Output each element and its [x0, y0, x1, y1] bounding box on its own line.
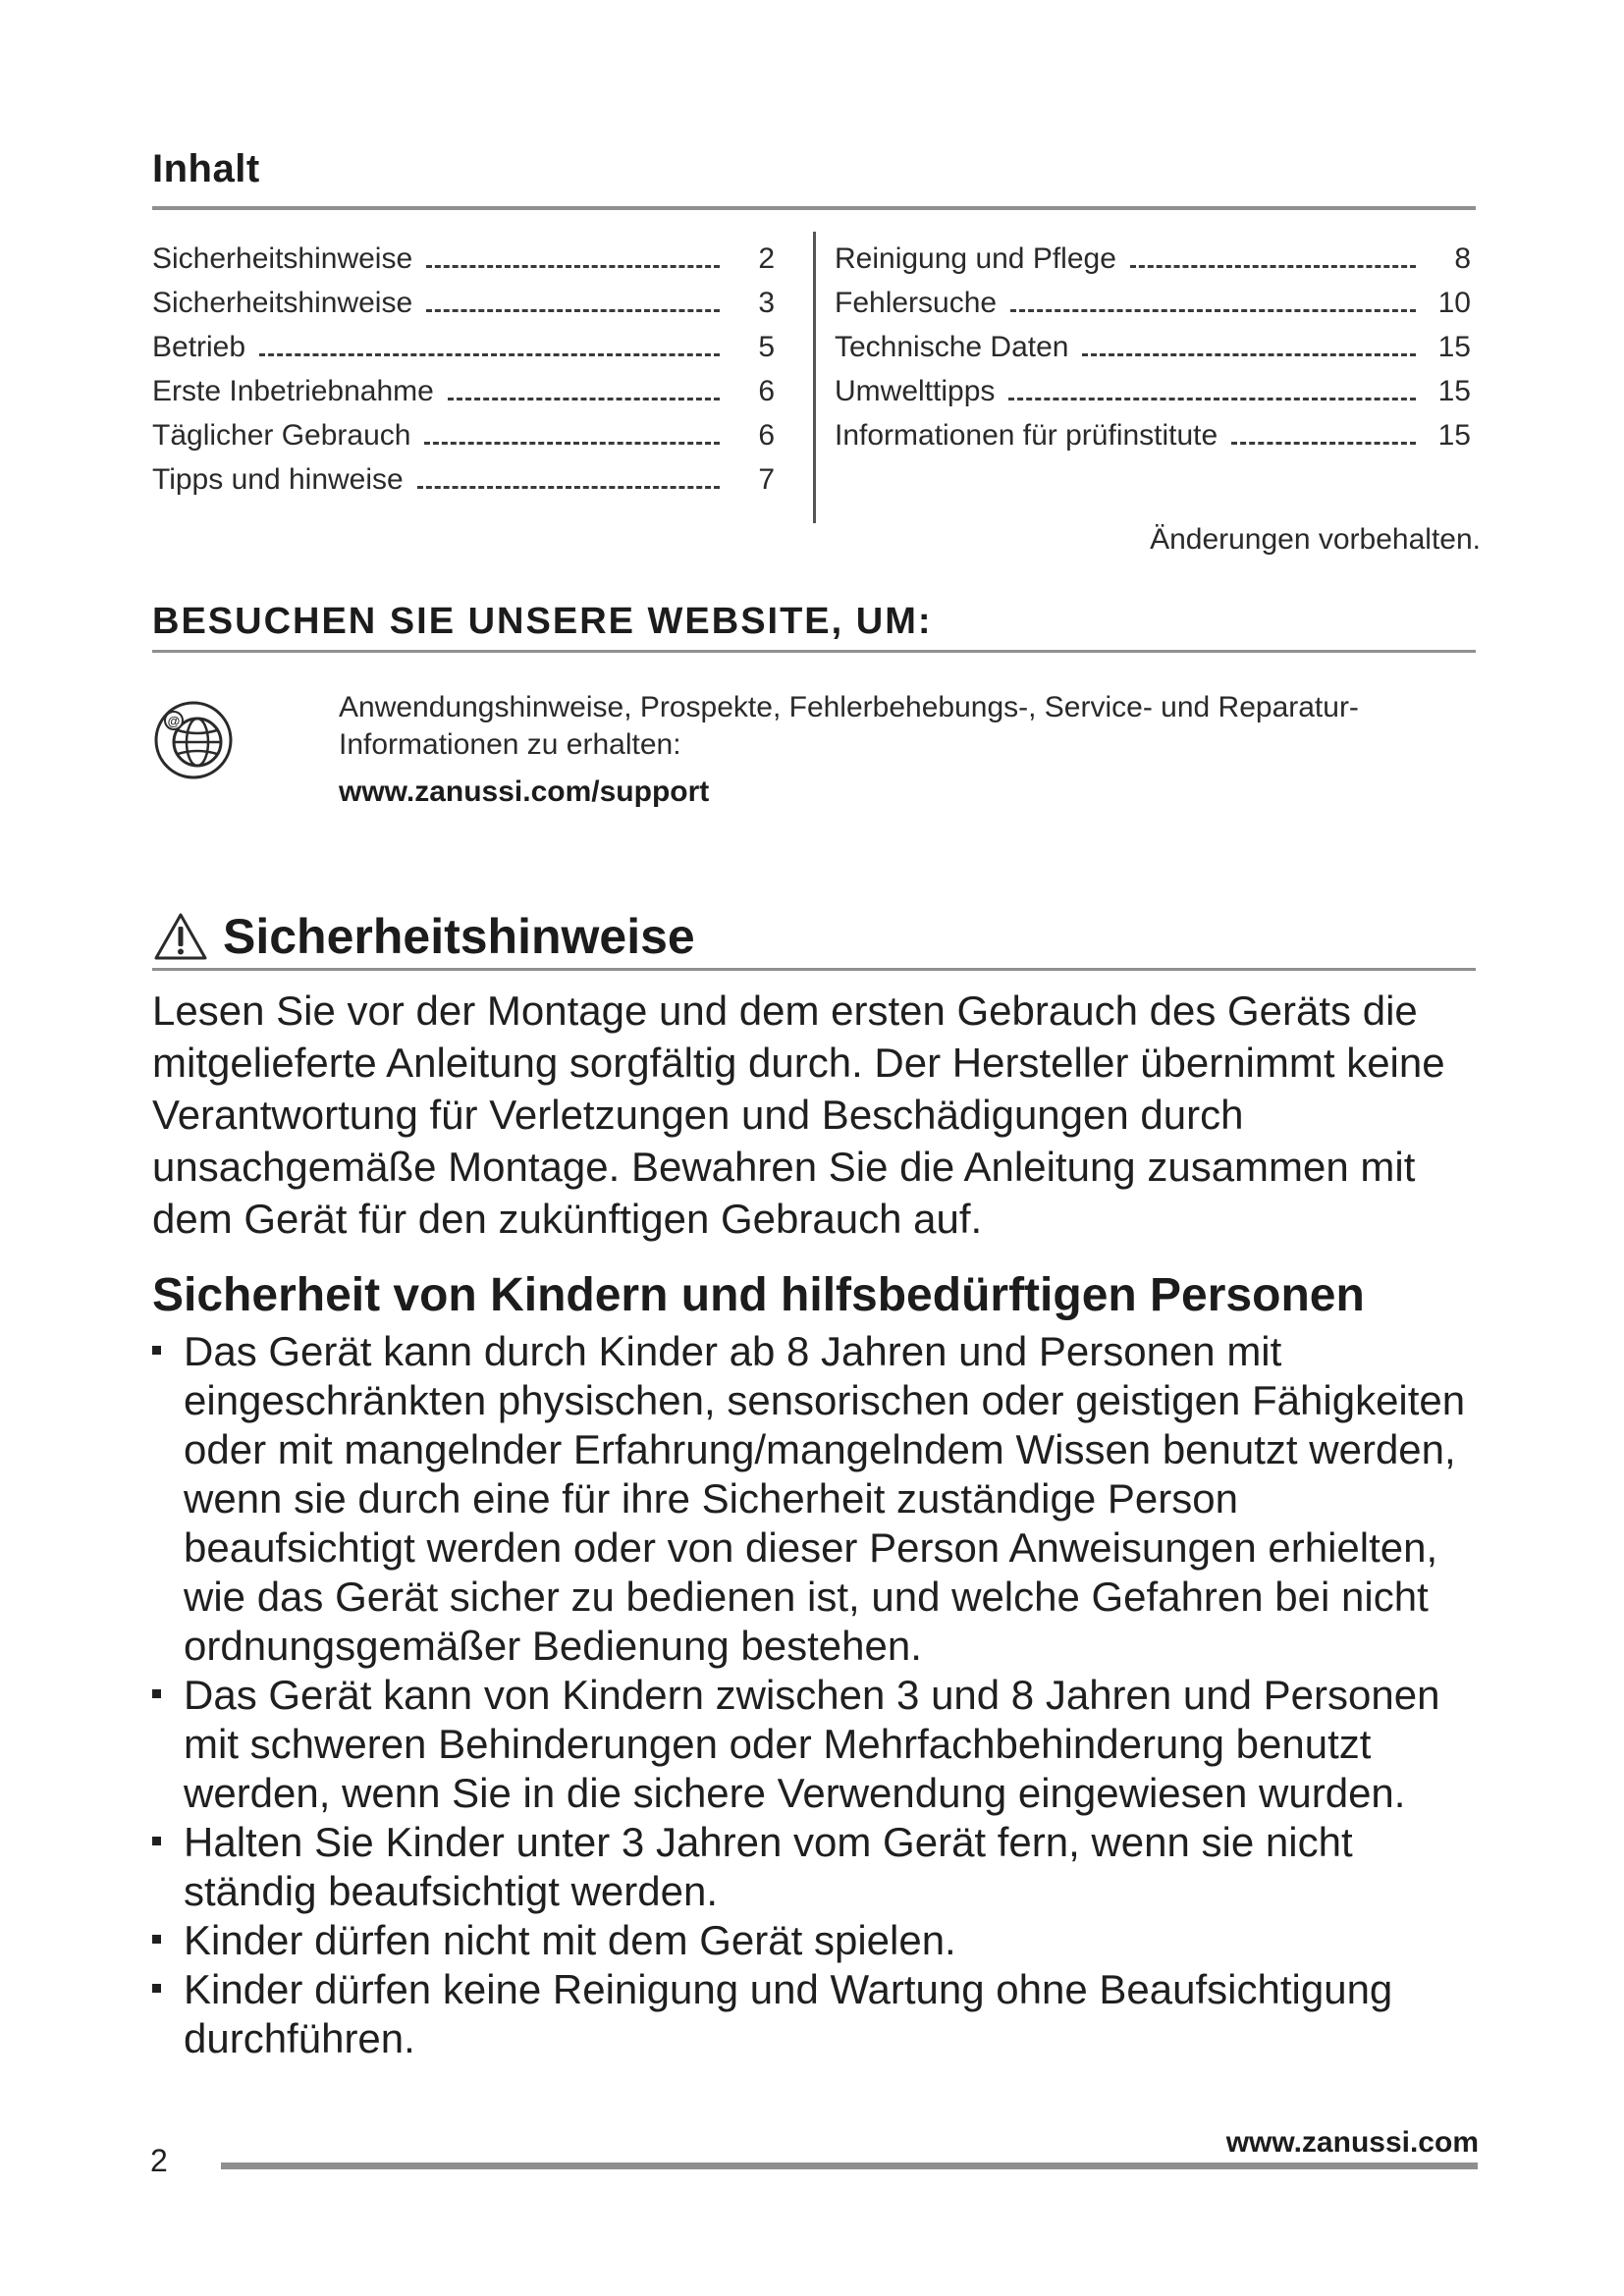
list-item [152, 1327, 1480, 1671]
toc-leader-dashes [448, 398, 720, 400]
globe-at-icon [152, 699, 235, 781]
toc-entry-label: Fehlersuche [835, 287, 998, 319]
website-divider-rule [152, 650, 1476, 653]
toc-leader-dashes [424, 442, 720, 445]
toc-entry-page: 6 [758, 375, 775, 407]
toc-entry-page: 10 [1437, 287, 1471, 319]
safety-divider-rule [152, 968, 1476, 971]
toc-entry-label: Umwelttipps [835, 375, 996, 407]
toc-leader-dashes [1010, 309, 1416, 312]
list-item [152, 1916, 1480, 1965]
toc-leader-dashes [1231, 442, 1416, 445]
toc-leader-dashes [259, 353, 720, 356]
safety-intro-paragraph: Lesen Sie vor der Montage und dem ersten Gebrauch des Geräts die mitgelieferte Anleitung sorgfältig durch. Der Hersteller übernimmt keine Verantwortung für Verletzungen und Beschädigungen durch unsachgemäße Montage. Bewahren Sie die Anleitung zusammen mit dem Gerät für den zukünftigen Gebrauch auf. [152, 988, 1445, 1242]
toc-entry[interactable] [152, 453, 775, 497]
footer-website-link[interactable]: www.zanussi.com [1225, 2126, 1479, 2159]
footer-rule [221, 2163, 1478, 2169]
toc-entry-label: Reinigung und Pflege [835, 242, 1116, 275]
bullet-mark [152, 1935, 161, 1944]
toc-entry-label: Betrieb [152, 331, 246, 363]
toc-right-column [835, 232, 1471, 453]
list-item-text: Das Gerät kann von Kindern zwischen 3 und 8 Jahren und Personen mit schweren Behinderungen oder Mehrfachbehinderung benutzt werden, wenn Sie in die sichere Verwendung eingewiesen wurden. [184, 1672, 1440, 1816]
bullet-mark [152, 1984, 161, 1993]
list-item-text: Das Gerät kann durch Kinder ab 8 Jahren und Personen mit eingeschränkten physischen, sensorischen oder geistigen Fähigkeiten oder mit mangelnder Erfahrung/mangelndem Wissen benutzt werden, wenn sie durch eine für ihre Sicherheit zuständige Person beaufsichtigt werden oder von dieser Person Anweisungen erhielten, wie das Gerät sicher zu bedienen ist, und welche Gefahren bei nicht ordnungsgemäßer Bedienung bestehen. [184, 1328, 1466, 1669]
toc-leader-dashes [426, 265, 720, 268]
toc-entry[interactable] [152, 276, 775, 320]
toc-title: Inhalt [152, 147, 260, 190]
safety-heading [152, 907, 695, 966]
child-safety-list [152, 1327, 1480, 2063]
toc-entry[interactable] [835, 364, 1471, 408]
toc-entry[interactable] [152, 408, 775, 453]
toc-entry-label: Technische Daten [835, 331, 1069, 363]
website-description: Anwendungshinweise, Prospekte, Fehlerbehebungs-, Service- und Reparatur-Informationen zu erhalten: [339, 691, 1359, 761]
warning-triangle-icon [152, 911, 209, 962]
toc-entry-page: 15 [1437, 419, 1471, 452]
toc-entry-label: Erste Inbetriebnahme [152, 375, 434, 407]
page-number: 2 [150, 2143, 168, 2178]
toc-left-column [152, 232, 775, 497]
bullet-mark [152, 1346, 161, 1355]
safety-title: Sicherheitshinweise [223, 909, 695, 964]
support-link[interactable]: www.zanussi.com/support [339, 775, 710, 808]
bullet-mark [152, 1837, 161, 1845]
toc-entry-page: 7 [758, 463, 775, 496]
toc-entry-label: Tipps und hinweise [152, 463, 404, 496]
toc-entry-label: Sicherheitshinweise [152, 287, 413, 319]
toc-entry-label: Informationen für prüfinstitute [835, 419, 1218, 452]
website-heading: BESUCHEN SIE UNSERE WEBSITE, UM: [152, 601, 933, 642]
toc-entry-page: 3 [758, 287, 775, 319]
toc-entry-label: Sicherheitshinweise [152, 242, 413, 275]
toc-entry-page: 15 [1437, 375, 1471, 407]
toc-leader-dashes [426, 309, 720, 312]
list-item-text: Kinder dürfen nicht mit dem Gerät spielen. [184, 1917, 956, 1963]
toc-entry[interactable] [835, 232, 1471, 276]
toc-entry-page: 8 [1454, 242, 1471, 275]
toc-entry-page: 15 [1437, 331, 1471, 363]
changes-note: Änderungen vorbehalten. [1150, 523, 1481, 556]
toc-entry-page: 2 [758, 242, 775, 275]
toc-entry-label: Täglicher Gebrauch [152, 419, 411, 452]
toc-column-divider [813, 232, 816, 523]
svg-text:@: @ [167, 714, 181, 728]
toc-leader-dashes [1008, 398, 1416, 400]
toc-entry-page: 5 [758, 331, 775, 363]
toc-entry-page: 6 [758, 419, 775, 452]
toc-entry[interactable] [835, 408, 1471, 453]
list-item [152, 1965, 1480, 2063]
toc-leader-dashes [1130, 265, 1416, 268]
list-item-text: Halten Sie Kinder unter 3 Jahren vom Gerät fern, wenn sie nicht ständig beaufsichtigt werden. [184, 1819, 1353, 1914]
child-safety-subheading: Sicherheit von Kindern und hilfsbedürftigen Personen [152, 1269, 1365, 1321]
list-item [152, 1671, 1480, 1818]
toc-entry[interactable] [152, 320, 775, 364]
list-item [152, 1818, 1480, 1916]
toc-divider-rule [152, 206, 1476, 210]
toc-entry[interactable] [835, 320, 1471, 364]
list-item-text: Kinder dürfen keine Reinigung und Wartung ohne Beaufsichtigung durchführen. [184, 1966, 1393, 2061]
toc-leader-dashes [417, 486, 720, 489]
toc-entry[interactable] [835, 276, 1471, 320]
toc-entry[interactable] [152, 232, 775, 276]
toc-leader-dashes [1082, 353, 1416, 356]
bullet-mark [152, 1689, 161, 1698]
toc-entry[interactable] [152, 364, 775, 408]
